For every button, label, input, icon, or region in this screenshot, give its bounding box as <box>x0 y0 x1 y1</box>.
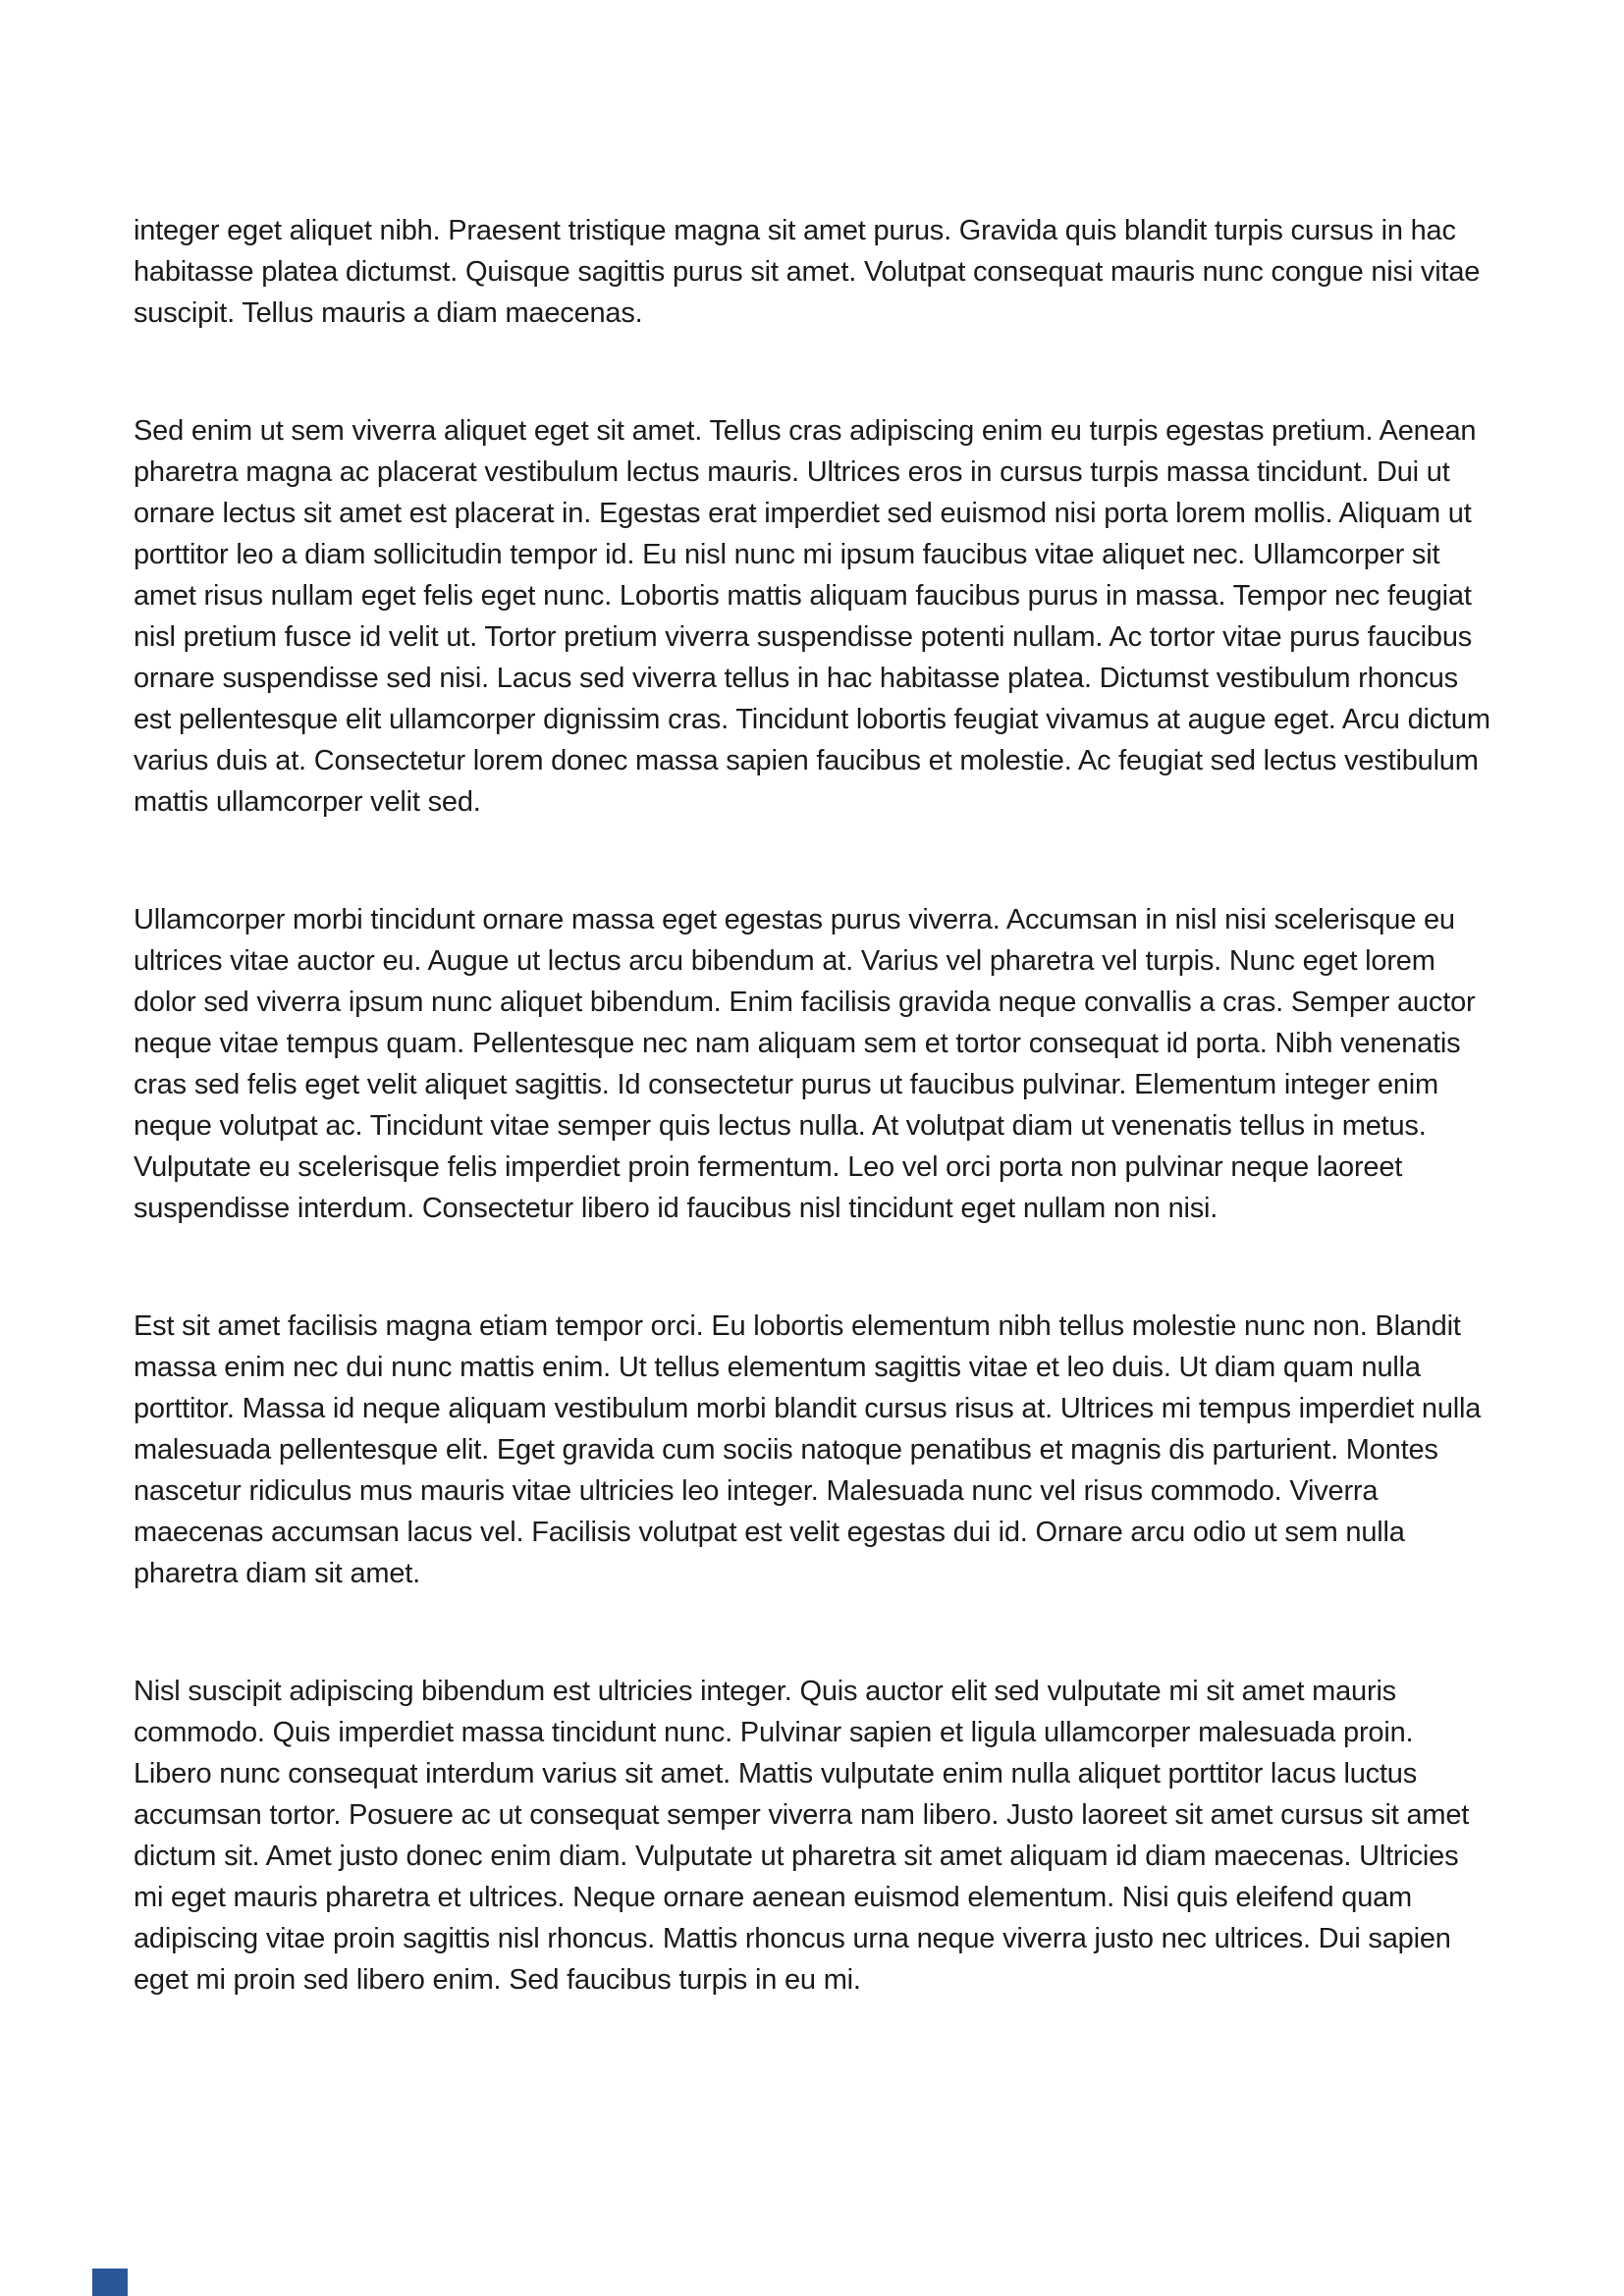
paragraph-2: Sed enim ut sem viverra aliquet eget sit amet. Tellus cras adipiscing enim eu turpis egestas pretium. Aenean pharetra magna ac placerat vestibulum lectus mauris. Ultrices eros in cursus turpis massa tincidunt. Dui ut ornare lectus sit amet est placerat in. Egestas erat imperdiet sed euismod nisi porta lorem mollis. Aliquam ut porttitor leo a diam sollicitudin tempor id. Eu nisl nunc mi ipsum faucibus vitae aliquet nec. Ullamcorper sit amet risus nullam eget felis eget nunc. Lobortis mattis aliquam faucibus purus in massa. Tempor nec feugiat nisl pretium fusce id velit ut. Tortor pretium viverra suspendisse potenti nullam. Ac tortor vitae purus faucibus ornare suspendisse sed nisi. Lacus sed viverra tellus in hac habitasse platea. Dictumst vestibulum rhoncus est pellentesque elit ullamcorper dignissim cras. Tincidunt lobortis feugiat vivamus at augue eget. Arcu dictum varius duis at. Consectetur lorem donec massa sapien faucibus et molestie. Ac feugiat sed lectus vestibulum mattis ullamcorper velit sed. <box>134 415 1490 818</box>
paragraph-1: integer eget aliquet nibh. Praesent tristique magna sit amet purus. Gravida quis blandit turpis cursus in hac habitasse platea dictumst. Quisque sagittis purus sit amet. Volutpat consequat mauris nunc congue nisi vitae suscipit. Tellus mauris a diam maecenas. <box>134 215 1481 329</box>
document-text-block <box>134 210 1494 2077</box>
paragraph-4: Est sit amet facilisis magna etiam tempor orci. Eu lobortis elementum nibh tellus molestie nunc non. Blandit massa enim nec dui nunc mattis enim. Ut tellus elementum sagittis vitae et leo duis. Ut diam quam nulla porttitor. Massa id neque aliquam vestibulum morbi blandit cursus risus at. Ultrices mi tempus imperdiet nulla malesuada pellentesque elit. Eget gravida cum sociis natoque penatibus et magnis dis parturient. Montes nascetur ridiculus mus mauris vitae ultricies leo integer. Malesuada nunc vel risus commodo. Viverra maecenas accumsan lacus vel. Facilisis volutpat est velit egestas dui id. Ornare arcu odio ut sem nulla pharetra diam sit amet. <box>134 1310 1482 1589</box>
paragraph-5: Nisl suscipit adipiscing bibendum est ultricies integer. Quis auctor elit sed vulputate mi sit amet mauris commodo. Quis imperdiet massa tincidunt nunc. Pulvinar sapien et ligula ullamcorper malesuada proin. Libero nunc consequat interdum varius sit amet. Mattis vulputate enim nulla aliquet porttitor lacus luctus accumsan tortor. Posuere ac ut consequat semper viverra nam libero. Justo laoreet sit amet cursus sit amet dictum sit. Amet justo donec enim diam. Vulputate ut pharetra sit amet aliquam id diam maecenas. Ultricies mi eget mauris pharetra et ultrices. Neque ornare aenean euismod elementum. Nisi quis eleifend quam adipiscing vitae proin sagittis nisl rhoncus. Mattis rhoncus urna neque viverra justo nec ultrices. Dui sapien eget mi proin sed libero enim. Sed faucibus turpis in eu mi. <box>134 1676 1470 1996</box>
paragraph-3: Ullamcorper morbi tincidunt ornare massa eget egestas purus viverra. Accumsan in nisl nisi scelerisque eu ultrices vitae auctor eu. Augue ut lectus arcu bibendum at. Varius vel pharetra vel turpis. Nunc eget lorem dolor sed viverra ipsum nunc aliquet bibendum. Enim facilisis gravida neque convallis a cras. Semper auctor neque vitae tempus quam. Pellentesque nec nam aliquam sem et tortor consequat id porta. Nibh venenatis cras sed felis eget velit aliquet sagittis. Id consectetur purus ut faucibus pulvinar. Elementum integer enim neque volutpat ac. Tincidunt vitae semper quis lectus nulla. At volutpat diam ut venenatis tellus in metus. Vulputate eu scelerisque felis imperdiet proin fermentum. Leo vel orci porta non pulvinar neque laoreet suspendisse interdum. Consectetur libero id faucibus nisl tincidunt eget nullam non nisi. <box>134 904 1476 1224</box>
footer-blue-mark <box>92 2269 128 2296</box>
